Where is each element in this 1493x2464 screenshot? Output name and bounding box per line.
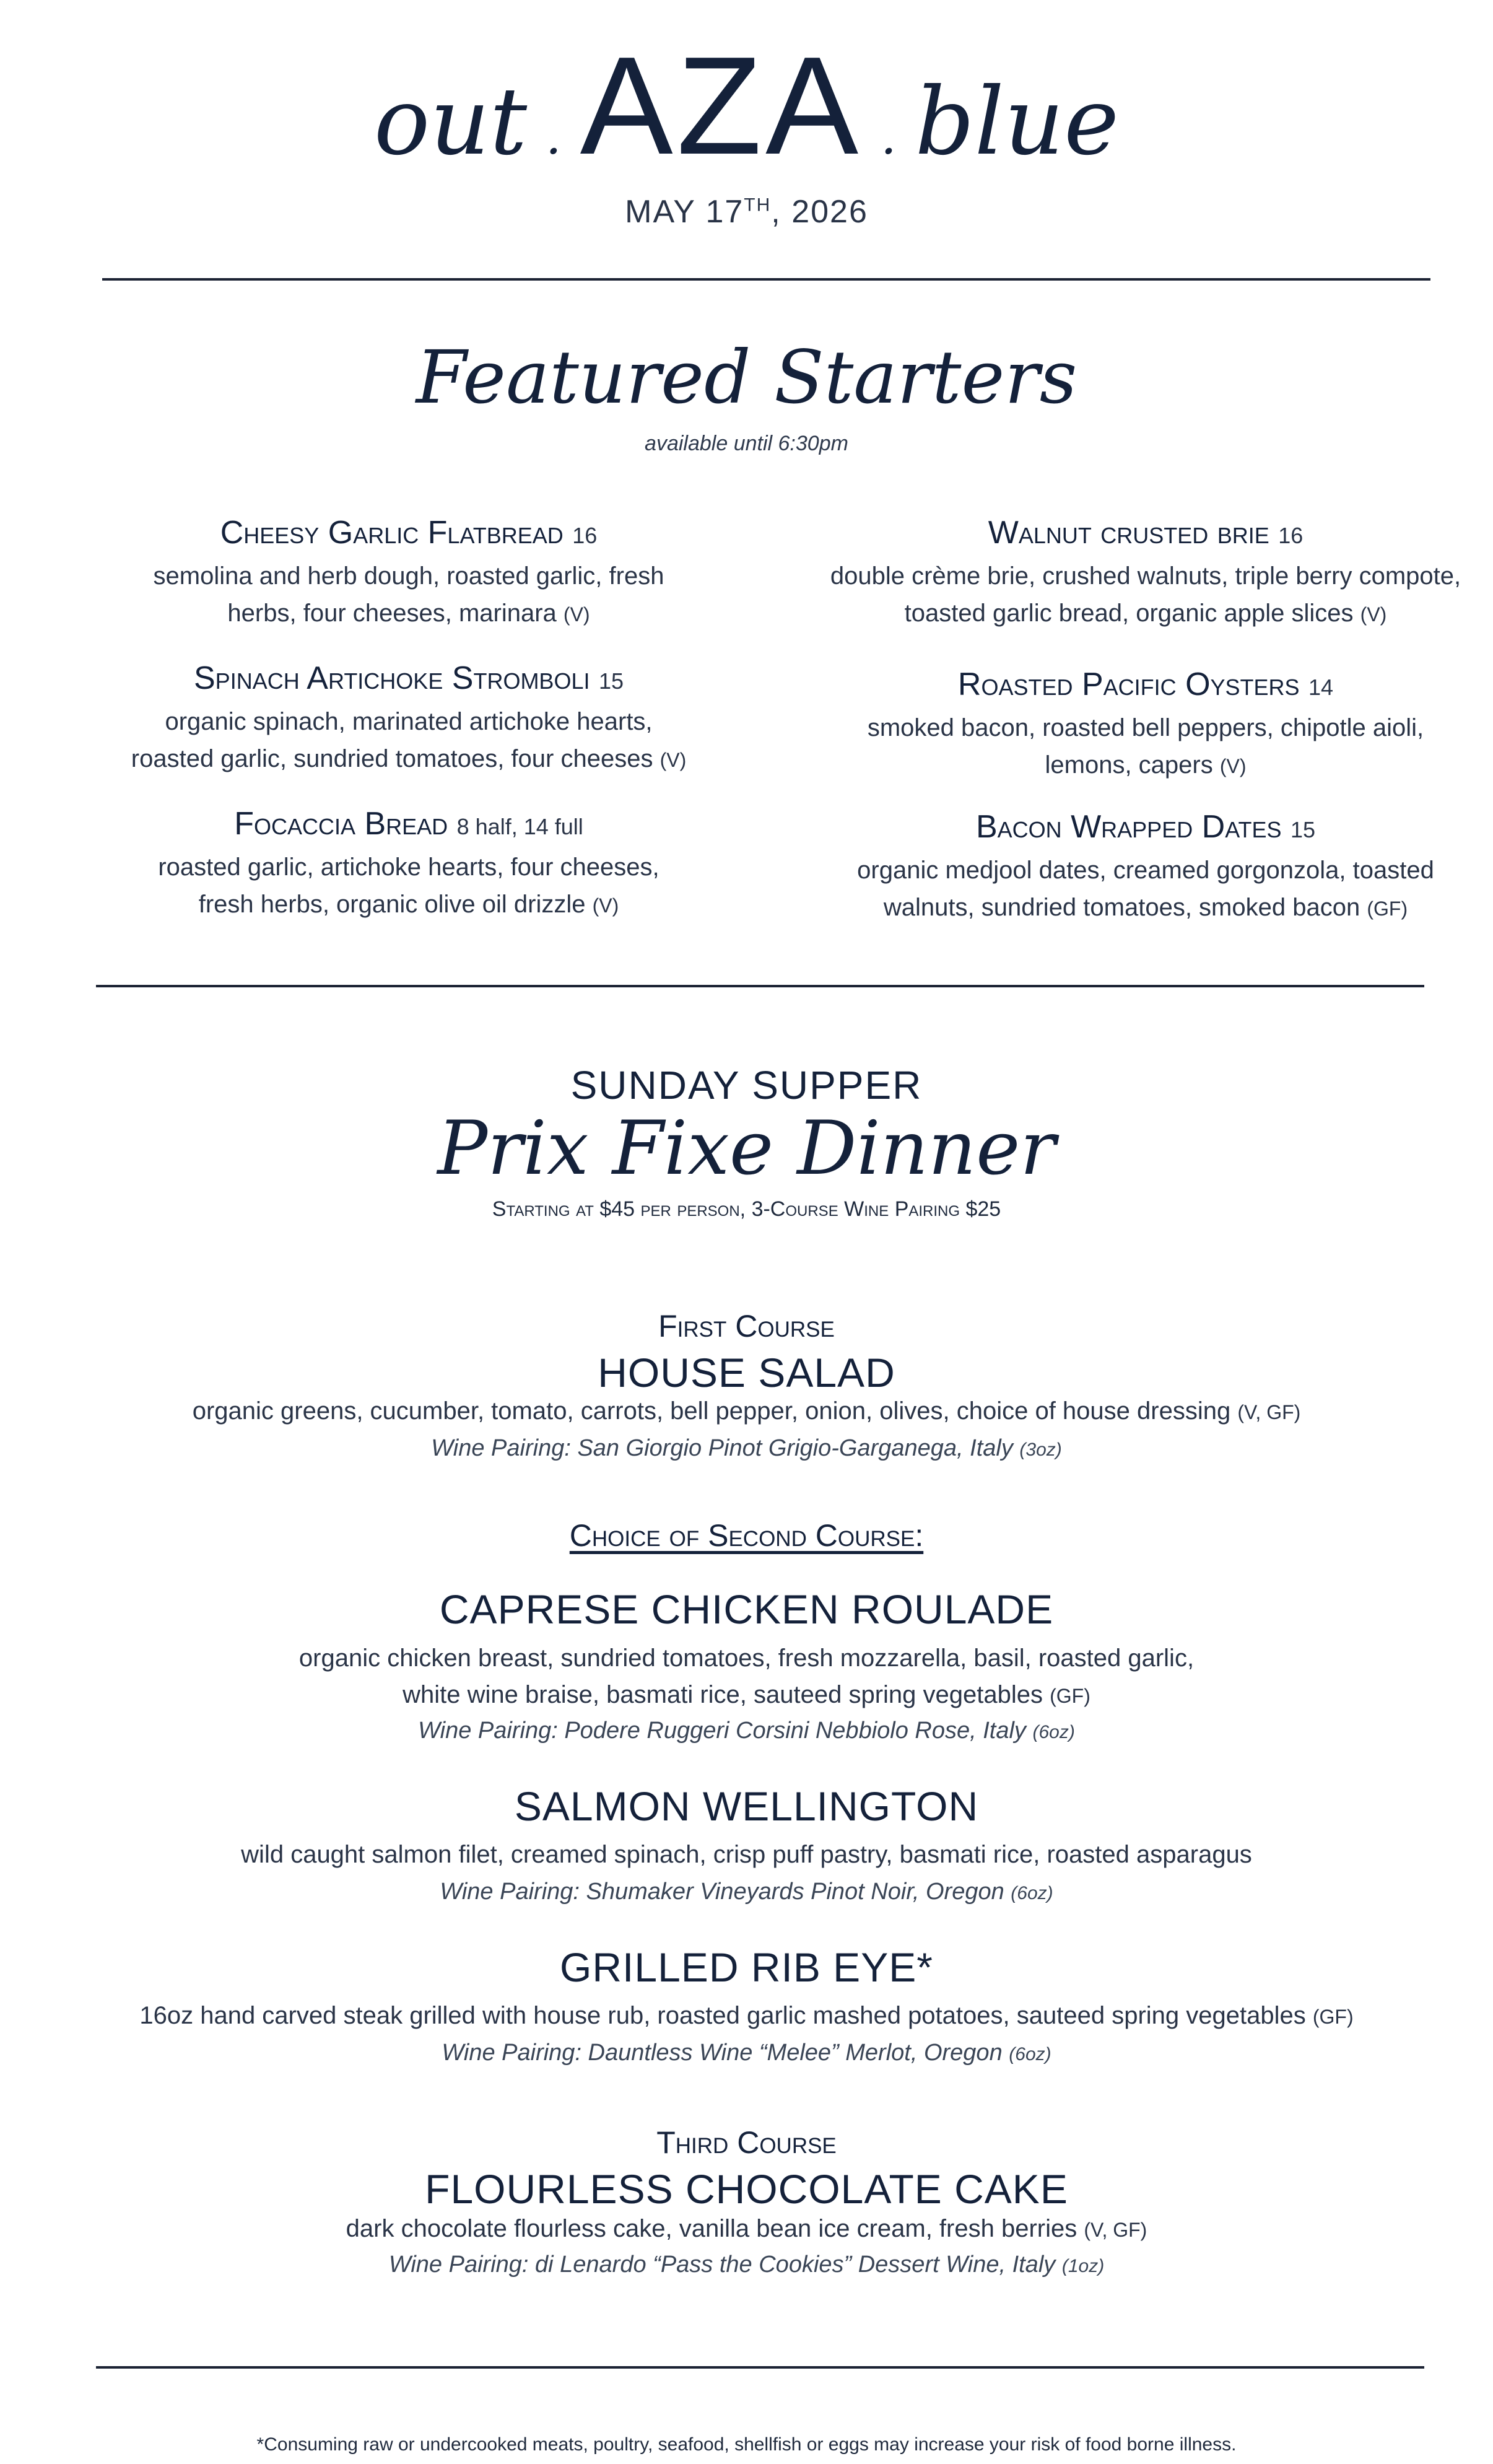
wine-pairing: Wine Pairing: Shumaker Vineyards Pinot Noir, Oregon (6oz)	[440, 1879, 1053, 1905]
starter-item	[62, 657, 755, 779]
dish-name: FLOURLESS CHOCOLATE CAKE	[425, 2166, 1068, 2212]
dietary-tag: (V)	[563, 603, 590, 626]
second-course-label: Choice of Second Course:	[569, 1518, 924, 1553]
dish-name: SALMON WELLINGTON	[514, 1783, 979, 1829]
starter-price: 8 half, 14 full	[456, 814, 583, 839]
starter-description: roasted garlic, artichoke hearts, four cheeses,	[158, 854, 659, 881]
starter-name: Cheesy Garlic Flatbread	[220, 515, 564, 551]
dietary-tag: (GF)	[1050, 1685, 1090, 1707]
starter-item	[799, 663, 1492, 785]
starter-description: fresh herbs, organic olive oil drizzle	[198, 891, 586, 918]
first-course-label: First Course	[658, 1309, 835, 1343]
dish-name: HOUSE SALAD	[598, 1350, 895, 1396]
logo-dot: .	[546, 108, 562, 165]
pour-size: (1oz)	[1061, 2256, 1105, 2276]
starter-description: walnuts, sundried tomatoes, smoked bacon	[883, 894, 1360, 921]
dietary-tag: (GF)	[1312, 2006, 1354, 2028]
starter-description: roasted garlic, sundried tomatoes, four cheeses	[131, 745, 653, 772]
dietary-tag: (V)	[592, 894, 619, 917]
prix-fixe-pricing: Starting at $45 per person, 3-Course Wine Pairing $25	[492, 1197, 1001, 1221]
prix-fixe-title: Prix Fixe Dinner	[437, 1106, 1056, 1192]
menu-date: MAY 17TH, 2026	[625, 194, 868, 230]
starter-item	[62, 802, 755, 924]
featured-availability: available until 6:30pm	[645, 432, 848, 455]
restaurant-logo	[0, 27, 1493, 208]
dietary-tag: (V, GF)	[1237, 1401, 1301, 1423]
starter-name: Roasted Pacific Oysters	[957, 666, 1300, 702]
dish-description: 16oz hand carved steak grilled with house rub, roasted garlic mashed potatoes, sauteed spring vegetables (GF)	[139, 2002, 1354, 2029]
wine-pairing: Wine Pairing: Dauntless Wine “Melee” Merlot, Oregon (6oz)	[442, 2040, 1051, 2066]
starter-name: Walnut crusted brie	[988, 515, 1269, 551]
dish-name: GRILLED RIB EYE*	[560, 1944, 933, 1990]
starter-description: semolina and herb dough, roasted garlic, fresh	[153, 562, 664, 590]
starter-price: 14	[1308, 675, 1334, 700]
third-course-label: Third Course	[656, 2125, 837, 2160]
pour-size: (3oz)	[1019, 1440, 1062, 1460]
divider	[96, 2366, 1424, 2369]
logo-blue: blue	[915, 68, 1120, 176]
food-safety-footnote: *Consuming raw or undercooked meats, poultry, seafood, shellfish or eggs may increase your risk of food borne illness.	[256, 2434, 1237, 2455]
dish-description: dark chocolate flourless cake, vanilla bean ice cream, fresh berries (V, GF)	[346, 2215, 1147, 2242]
logo-dot: .	[881, 108, 897, 165]
starter-description: toasted garlic bread, organic apple slices	[904, 600, 1354, 627]
wine-pairing: Wine Pairing: di Lenardo “Pass the Cookies” Dessert Wine, Italy (1oz)	[388, 2252, 1105, 2278]
starter-description: organic medjool dates, creamed gorgonzola, toasted	[857, 857, 1434, 884]
starter-item	[62, 511, 755, 633]
starter-item	[799, 805, 1492, 927]
starter-name: Spinach Artichoke Stromboli	[194, 660, 590, 696]
starter-description: double crème brie, crushed walnuts, triple berry compote,	[830, 562, 1461, 590]
starter-description: smoked bacon, roasted bell peppers, chipotle aioli,	[867, 714, 1424, 741]
logo-out: out	[373, 68, 528, 176]
starter-description: organic spinach, marinated artichoke hearts,	[165, 708, 653, 735]
starter-price: 15	[1291, 817, 1316, 842]
dish-name: CAPRESE CHICKEN ROULADE	[439, 1586, 1054, 1632]
logo-aza: AZA	[580, 27, 863, 183]
dish-description: organic greens, cucumber, tomato, carrots, bell pepper, onion, olives, choice of house dressing (V, GF)	[192, 1397, 1301, 1425]
starter-name: Focaccia Bread	[234, 806, 448, 842]
wine-pairing: Wine Pairing: Podere Ruggeri Corsini Nebbiolo Rose, Italy (6oz)	[418, 1718, 1075, 1744]
pour-size: (6oz)	[1011, 1883, 1053, 1903]
wine-pairing: Wine Pairing: San Giorgio Pinot Grigio-Garganega, Italy (3oz)	[431, 1435, 1062, 1461]
dish-description: white wine braise, basmati rice, sauteed spring vegetables (GF)	[403, 1681, 1090, 1708]
divider	[96, 985, 1424, 987]
starter-price: 15	[598, 668, 624, 694]
dietary-tag: (V)	[659, 749, 687, 771]
dietary-tag: (V)	[1219, 755, 1247, 777]
dietary-tag: (GF)	[1367, 898, 1408, 920]
divider	[102, 278, 1430, 281]
starter-name: Bacon Wrapped Dates	[975, 809, 1282, 845]
pour-size: (6oz)	[1009, 2044, 1051, 2064]
starter-price: 16	[572, 523, 598, 548]
starter-description: lemons, capers	[1045, 751, 1220, 779]
dietary-tag: (V, GF)	[1084, 2219, 1147, 2241]
pour-size: (6oz)	[1032, 1722, 1075, 1742]
sunday-supper-heading: SUNDAY SUPPER	[570, 1063, 923, 1107]
dietary-tag: (V)	[1360, 603, 1387, 626]
starter-price: 16	[1278, 523, 1304, 548]
featured-starters-title: Featured Starters	[416, 334, 1077, 420]
starter-item	[799, 511, 1492, 633]
dish-description: wild caught salmon filet, creamed spinach, crisp puff pastry, basmati rice, roasted asparagus	[241, 1841, 1252, 1868]
starter-description: herbs, four cheeses, marinara	[227, 600, 557, 627]
dish-description: organic chicken breast, sundried tomatoes, fresh mozzarella, basil, roasted garlic,	[298, 1645, 1195, 1672]
